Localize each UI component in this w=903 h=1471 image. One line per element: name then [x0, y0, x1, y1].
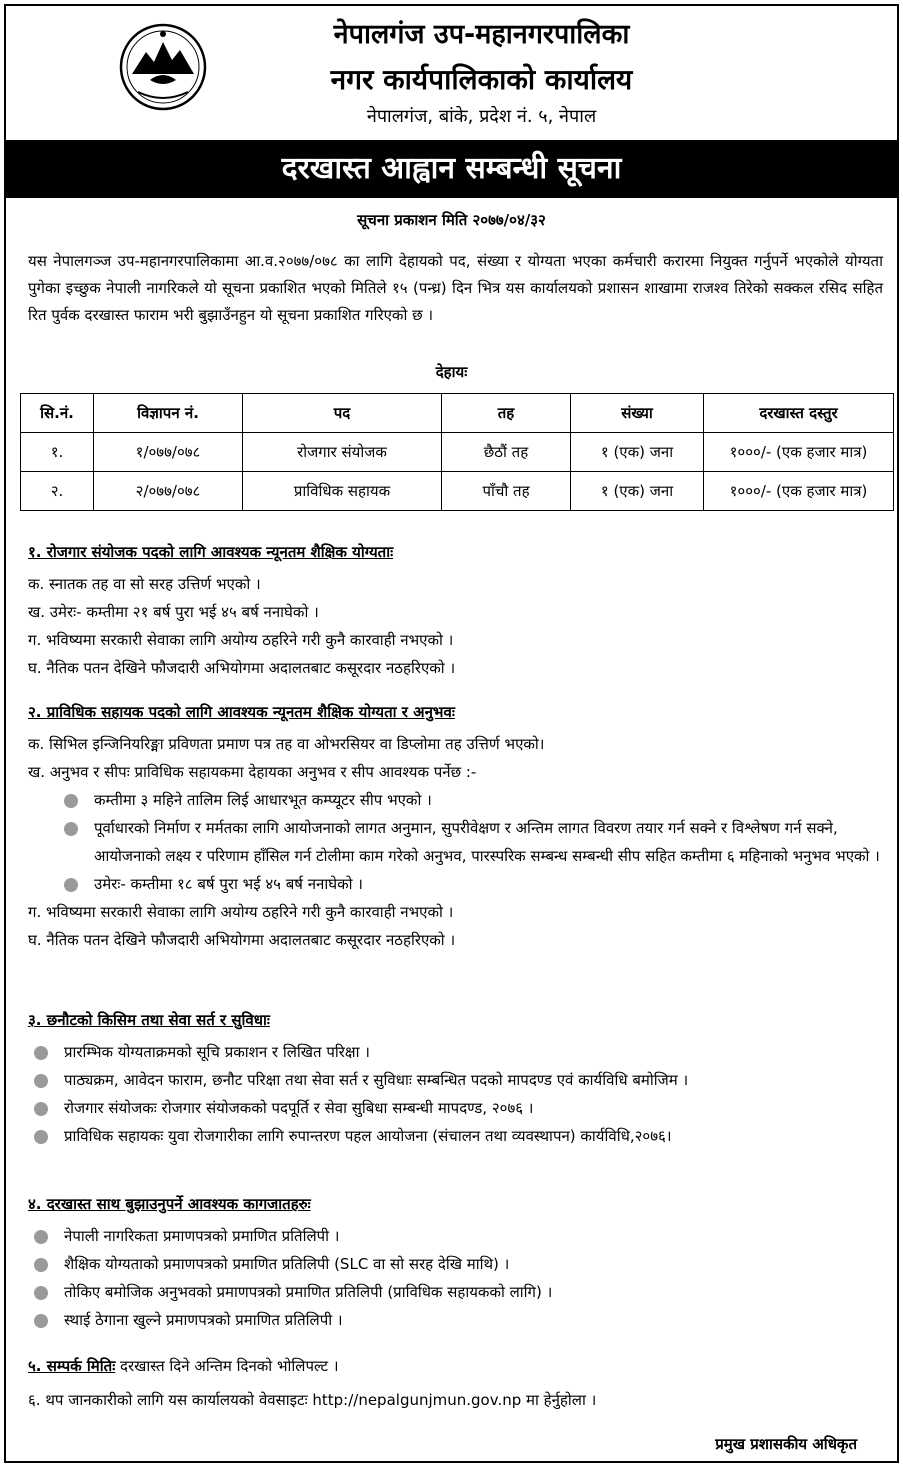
list-item-text: प्रारम्भिक योग्यताक्रमको सूचि प्रकाशन र लिखित परिक्षा ।	[64, 1043, 370, 1061]
list-item-text: रोजगार संयोजकः रोजगार संयोजकको पदपूर्ति र सेवा सुबिधा सम्बन्धी मापदण्ड, २०७६ ।	[64, 1099, 534, 1117]
table-caption: देहायः	[435, 363, 468, 381]
list-item-text: कम्तीमा ३ महिने तालिम लिई आधारभूत कम्प्यूटर सीप भएको ।	[94, 791, 432, 809]
org-name-line2: नगर कार्यपालिकाको कार्यालय	[330, 63, 633, 96]
section-4	[28, 1194, 883, 1334]
section-2	[28, 702, 883, 954]
section-4-bullets	[28, 1222, 883, 1334]
section-2-line-ka: क. सिभिल इन्जिनियरिङ्मा प्रविणता प्रमाण पत्र तह वा ओभरसियर वा डिप्लोमा तह उत्तिर्ण भएको।	[28, 735, 545, 753]
signatory-title: प्रमुख प्रशासकीय अधिकृत	[715, 1435, 857, 1453]
bullet-icon	[34, 1102, 48, 1116]
table-header-row	[21, 394, 894, 433]
bullet-icon	[34, 1286, 48, 1300]
header-fee: दरखास्त दस्तुर	[704, 394, 894, 433]
bullet-icon	[34, 1074, 48, 1088]
section-1-heading: १. रोजगार संयोजक पदको लागि आवश्यक न्यूनतम शैक्षिक योग्यताः	[28, 543, 394, 561]
section-1-line: क. स्नातक तह वा सो सरह उत्तिर्ण भएको ।	[28, 575, 261, 593]
contact-date-text: दरखास्त दिने अन्तिम दिनको भोलिपल्ट ।	[115, 1357, 339, 1375]
section-3-heading: ३. छनौटको किसिम तथा सेवा सर्त र सुविधाः	[28, 1011, 270, 1029]
bullet-icon	[34, 1230, 48, 1244]
bullet-icon	[34, 1130, 48, 1144]
list-item	[28, 786, 883, 814]
cell: १०००/- (एक हजार मात्र)	[704, 472, 894, 511]
posts-table	[20, 393, 894, 511]
list-item	[28, 1066, 883, 1094]
header-ad-number: विज्ञापन नं.	[94, 394, 243, 433]
section-2-heading: २. प्राविधिक सहायक पदको लागि आवश्यक न्यूनतम शैक्षिक योग्यता र अनुभवः	[28, 703, 455, 721]
header-count: संख्या	[571, 394, 704, 433]
list-item	[28, 1250, 883, 1278]
section-1-line: घ. नैतिक पतन देखिने फौजदारी अभियोगमा अदालतबाट कसूरदार नठहरिएको ।	[28, 659, 456, 677]
cell: २.	[21, 472, 94, 511]
list-item-text: स्थाई ठेगाना खुल्ने प्रमाणपत्रको प्रमाणित प्रतिलिपी ।	[64, 1311, 343, 1329]
section-1	[28, 542, 883, 682]
header-post: पद	[243, 394, 442, 433]
bullet-icon	[34, 1046, 48, 1060]
section-1-line: ग. भविष्यमा सरकारी सेवाका लागि अयोग्य ठहरिने गरी कुनै कारवाही नभएको ।	[28, 631, 454, 649]
org-name-line1: नेपालगंज उप-महानगरपालिका	[333, 19, 630, 50]
contact-date-label: ५. सम्पर्क मितिः	[28, 1357, 116, 1375]
table-row	[21, 433, 894, 472]
section-2-line-ga: ग. भविष्यमा सरकारी सेवाका लागि अयोग्य ठहरिने गरी कुनै कारवाही नभएको ।	[28, 903, 454, 921]
section-3	[28, 1010, 883, 1150]
bullet-icon	[34, 1314, 48, 1328]
section-5	[28, 1352, 883, 1380]
cell: रोजगार संयोजक	[243, 433, 442, 472]
header-level: तह	[442, 394, 571, 433]
section-1-line: ख. उमेरः- कम्तीमा २१ बर्ष पुरा भई ४५ बर्ष ननाघेको ।	[28, 603, 319, 621]
bullet-icon	[34, 1258, 48, 1272]
section-2-line-kha: ख. अनुभव र सीपः प्राविधिक सहायकमा देहायका अनुभव र सीप आवश्यक पर्नेछ :-	[28, 763, 477, 781]
header-serial: सि.नं.	[21, 394, 94, 433]
cell: १/०७७/०७८	[94, 433, 243, 472]
list-item	[28, 1038, 883, 1066]
list-item-text: पाठ्यक्रम, आवेदन फाराम, छनौट परिक्षा तथा सेवा सर्त र सुविधाः सम्बन्धित पदको मापदण्ड एवं कार्यविधि बमोजिम ।	[64, 1071, 689, 1089]
intro-paragraph: यस नेपालगञ्ज उप-महानगरपालिकामा आ.व.२०७७/०७८ का लागि देहायको पद, संख्या र योग्यता भएका कर्मचारी करारमा नियुक्त गर्नुपर्ने भएकोले योग्यता पुगेका इच्छुक नेपाली नागरिकले यो सूचना प्रकाशित भएको मितिले १५ (पन्ध्र) दिन भित्र यस कार्यालयको प्रशासन शाखामा राजश्व तिरेको सक्कल रसिद सहित रित पुर्वक दरखास्त फाराम भरी बुझाउँनहुन यो सूचना प्रकाशित गरिएको छ ।	[28, 252, 883, 324]
bullet-icon	[64, 794, 78, 808]
notice-page	[4, 4, 899, 1463]
bullet-icon	[64, 878, 78, 892]
publication-date: सूचना प्रकाशन मिति २०७७/०४/३२	[357, 211, 546, 229]
cell: १ (एक) जना	[571, 433, 704, 472]
list-item	[28, 1122, 883, 1150]
header	[6, 6, 897, 136]
cell: प्राविधिक सहायक	[243, 472, 442, 511]
table-row	[21, 472, 894, 511]
notice-title-banner: दरखास्त आह्वान सम्बन्धी सूचना	[6, 140, 897, 198]
list-item	[28, 1306, 883, 1334]
list-item	[28, 870, 883, 898]
section-2-line-gha: घ. नैतिक पतन देखिने फौजदारी अभियोगमा अदालतबाट कसूरदार नठहरिएको ।	[28, 931, 456, 949]
list-item	[28, 1278, 883, 1306]
section-3-bullets	[28, 1038, 883, 1150]
list-item-text: प्राविधिक सहायकः युवा रोजगारीका लागि रुपान्तरण पहल आयोजना (संचालन तथा व्यवस्थापन) कार्यविधि,२०७६।	[64, 1127, 672, 1145]
cell: २/०७७/०७८	[94, 472, 243, 511]
org-address: नेपालगंज, बांके, प्रदेश नं. ५, नेपाल	[366, 106, 597, 127]
section-4-heading: ४. दरखास्त साथ बुझाउनुपर्ने आवश्यक कागजातहरुः	[28, 1195, 311, 1213]
list-item	[28, 814, 883, 870]
list-item	[28, 1222, 883, 1250]
list-item-text: शैक्षिक योग्यताको प्रमाणपत्रको प्रमाणित प्रतिलिपी (SLC वा सो सरह देखि माथि) ।	[64, 1255, 510, 1273]
list-item-text: तोकिए बमोजिक अनुभवको प्रमाणपत्रको प्रमाणित प्रतिलिपी (प्राविधिक सहायकको लागि) ।	[64, 1283, 553, 1301]
bullet-icon	[64, 822, 78, 836]
cell: १.	[21, 433, 94, 472]
list-item-text: उमेरः- कम्तीमा १८ बर्ष पुरा भई ४५ बर्ष ननाघेको ।	[94, 875, 363, 893]
list-item	[28, 1094, 883, 1122]
list-item-text: पूर्वाधारको निर्माण र मर्मतका लागि आयोजनाको लागत अनुमान, सुपरीवेक्षण र अन्तिम लागत विवरण तयार गर्न सक्ने र विश्लेषण गर्न सक्ने, आयोजनाको लक्ष्य र परिणाम हाँसिल गर्न टोलीमा काम गरेको अनुभव, पारस्परिक सम्बन्ध सम्बन्धी सीप सहित कम्तीमा ६ महिनाको भनुभव भएको ।	[94, 819, 880, 865]
cell: १ (एक) जना	[571, 472, 704, 511]
list-item-text: नेपाली नागरिकता प्रमाणपत्रको प्रमाणित प्रतिलिपी ।	[64, 1227, 340, 1245]
section-6: ६. थप जानकारीको लागि यस कार्यालयको वेवसाइटः http://nepalgunjmun.gov.np मा हेर्नुहोला ।	[28, 1391, 597, 1409]
section-2-bullets	[28, 786, 883, 898]
cell: पाँचौ तह	[442, 472, 571, 511]
cell: १०००/- (एक हजार मात्र)	[704, 433, 894, 472]
cell: छैठौं तह	[442, 433, 571, 472]
